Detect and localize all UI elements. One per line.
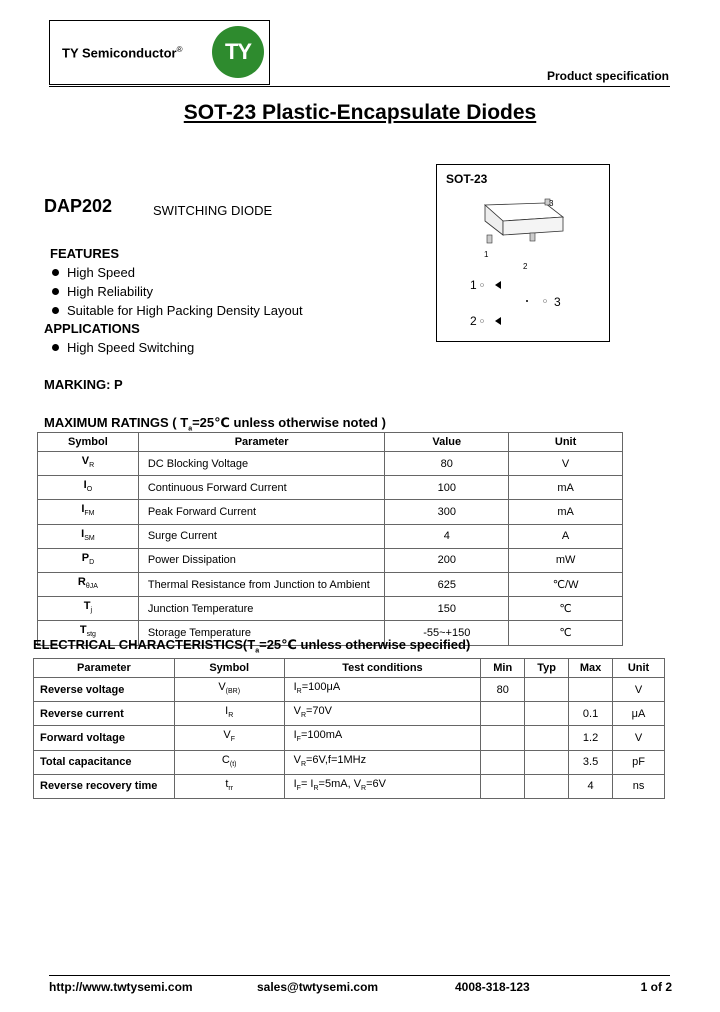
condition-part: I: [293, 777, 297, 790]
condition-part: =5mA, V: [318, 777, 362, 790]
symbol-subscript: (t): [229, 760, 237, 768]
parameter-cell: Junction Temperature: [138, 597, 385, 621]
column-header: Symbol: [38, 433, 139, 452]
feature-item: [52, 303, 303, 318]
sot23-package-drawing: [437, 165, 609, 341]
symbol-cell: [174, 750, 284, 774]
symbol-text: V: [223, 729, 231, 742]
table-row: [34, 726, 665, 750]
feature-text: High Speed: [67, 265, 135, 280]
unit-cell: pF: [613, 750, 665, 774]
symbol-subscript: (BR): [225, 688, 241, 696]
symbol-text: P: [81, 551, 90, 564]
condition-cell: [284, 774, 481, 798]
max-cell: 1.2: [569, 726, 613, 750]
table-row: [38, 548, 623, 572]
symbol-subscript: rr: [228, 784, 234, 792]
typ-cell: [525, 678, 569, 702]
parameter-cell: Thermal Resistance from Junction to Ambient: [138, 572, 385, 596]
symbol-cell: [38, 524, 139, 548]
symbol-cell: [174, 678, 284, 702]
unit-cell: μA: [613, 702, 665, 726]
company-name: [62, 45, 183, 60]
bullet-icon: [52, 344, 59, 351]
parameter-cell: Continuous Forward Current: [138, 476, 385, 500]
unit-cell: ℃: [509, 621, 623, 645]
typ-cell: [525, 726, 569, 750]
parameter-cell: Peak Forward Current: [138, 500, 385, 524]
typ-cell: [525, 750, 569, 774]
typ-cell: [525, 702, 569, 726]
company-logo-box: [49, 20, 270, 85]
feature-item: [52, 265, 135, 280]
unit-cell: ns: [613, 774, 665, 798]
max-cell: 0.1: [569, 702, 613, 726]
column-header: Typ: [525, 659, 569, 678]
condition-part: F: [296, 736, 301, 744]
condition-part: =70V: [306, 705, 332, 718]
feature-text: Suitable for High Packing Density Layout: [67, 303, 303, 318]
diode-2-icon: [495, 317, 501, 325]
application-text: High Speed Switching: [67, 340, 195, 355]
symbol-subscript: stg: [86, 631, 96, 639]
footer-divider: [49, 975, 670, 976]
electrical-heading: [33, 637, 470, 655]
pin-2-bottom-label: 2: [523, 262, 528, 271]
condition-part: =6V: [366, 777, 386, 790]
unit-cell: ℃/W: [509, 572, 623, 596]
unit-cell: mW: [509, 548, 623, 572]
value-cell: -55~+150: [385, 621, 509, 645]
column-header: Unit: [509, 433, 623, 452]
column-header: Min: [481, 659, 525, 678]
table-row: [38, 500, 623, 524]
symbol-cell: [38, 452, 139, 476]
max-ratings-table: [37, 432, 623, 646]
max-cell: 3.5: [569, 750, 613, 774]
column-header: Value: [385, 433, 509, 452]
symbol-text: I: [81, 503, 85, 516]
symbol-text: I: [83, 479, 87, 492]
parameter-cell: Total capacitance: [34, 750, 175, 774]
column-header: Parameter: [138, 433, 385, 452]
max-ratings-heading: [44, 415, 386, 433]
value-cell: 625: [385, 572, 509, 596]
features-heading: FEATURES: [50, 246, 120, 261]
part-description: SWITCHING DIODE: [153, 203, 273, 218]
pin-1-label: 1: [470, 278, 477, 292]
parameter-cell: Reverse voltage: [34, 678, 175, 702]
company-name-text: TY Semiconductor: [62, 45, 177, 61]
pin-3-label: 3: [554, 295, 561, 309]
condition-cell: [284, 678, 481, 702]
company-logo-icon: TY: [212, 26, 264, 78]
column-header: Test conditions: [284, 659, 481, 678]
symbol-cell: [38, 572, 139, 596]
min-cell: [481, 750, 525, 774]
symbol-cell: [38, 597, 139, 621]
condition-part: R: [313, 784, 319, 792]
unit-cell: mA: [509, 500, 623, 524]
symbol-text: T: [83, 600, 91, 613]
part-number: DAP202: [44, 196, 113, 216]
symbol-subscript: F: [230, 736, 235, 744]
unit-cell: V: [509, 452, 623, 476]
registered-mark: ®: [176, 45, 183, 54]
min-cell: [481, 702, 525, 726]
package-diagram: [436, 164, 610, 342]
diode-1-icon: [495, 281, 501, 289]
header-divider: [49, 86, 670, 87]
bullet-icon: [52, 307, 59, 314]
symbol-text: I: [225, 705, 229, 718]
symbol-subscript: SM: [84, 534, 95, 542]
condition-part: V: [293, 753, 301, 766]
pin-1-bottom-label: 1: [484, 250, 489, 259]
symbol-subscript: FM: [84, 510, 95, 518]
footer-website-link[interactable]: http://www.twtysemi.com: [49, 980, 193, 994]
condition-part: R: [361, 784, 367, 792]
package-label: SOT-23: [446, 172, 488, 186]
symbol-cell: [38, 548, 139, 572]
footer-page-number: 1 of 2: [640, 980, 672, 994]
pin-2-label: 2: [470, 314, 477, 328]
parameter-cell: Surge Current: [138, 524, 385, 548]
bullet-icon: [52, 288, 59, 295]
symbol-text: R: [77, 575, 86, 588]
table-row: [34, 678, 665, 702]
parameter-cell: DC Blocking Voltage: [138, 452, 385, 476]
condition-cell: [284, 702, 481, 726]
symbol-text: t: [225, 777, 229, 790]
table-row: [38, 572, 623, 596]
condition-part: =6V,f=1MHz: [306, 753, 367, 766]
marking-label: MARKING: P: [44, 377, 123, 392]
table-row: [38, 452, 623, 476]
max-ratings-heading-text: MAXIMUM RATINGS ( T: [44, 415, 189, 430]
parameter-cell: Storage Temperature: [138, 621, 385, 645]
unit-cell: V: [613, 678, 665, 702]
min-cell: [481, 774, 525, 798]
typ-cell: [525, 774, 569, 798]
condition-part: = I: [300, 777, 314, 790]
condition-part: R: [300, 760, 306, 768]
value-cell: 100: [385, 476, 509, 500]
parameter-cell: Reverse recovery time: [34, 774, 175, 798]
value-cell: 300: [385, 500, 509, 524]
column-header: Symbol: [174, 659, 284, 678]
condition-part: R: [296, 688, 302, 696]
column-header: Parameter: [34, 659, 175, 678]
max-cell: 4: [569, 774, 613, 798]
symbol-subscript: D: [89, 558, 95, 566]
value-cell: 150: [385, 597, 509, 621]
footer-phone: 4008-318-123: [455, 980, 530, 994]
pin-3-top-label: 3: [549, 199, 554, 208]
symbol-subscript: j: [90, 607, 93, 615]
electrical-table: [33, 658, 665, 799]
unit-cell: A: [509, 524, 623, 548]
applications-heading: APPLICATIONS: [44, 321, 140, 336]
feature-item: [52, 284, 153, 299]
symbol-cell: [174, 726, 284, 750]
max-cell: [569, 678, 613, 702]
application-item: [52, 340, 194, 355]
unit-cell: V: [613, 726, 665, 750]
table-header-row: [38, 433, 623, 452]
feature-text: High Reliability: [67, 284, 153, 299]
symbol-text: I: [81, 527, 85, 540]
value-cell: 80: [385, 452, 509, 476]
symbol-text: C: [221, 753, 230, 766]
symbol-text: V: [218, 681, 226, 693]
table-row: [38, 597, 623, 621]
parameter-cell: Power Dissipation: [138, 548, 385, 572]
min-cell: [481, 726, 525, 750]
unit-cell: ℃: [509, 597, 623, 621]
product-specification-label: Product specification: [546, 69, 669, 83]
min-cell: 80: [481, 678, 525, 702]
symbol-subscript: R: [89, 462, 95, 470]
symbol-cell: [174, 702, 284, 726]
electrical-heading-sub: a: [255, 647, 260, 655]
unit-cell: mA: [509, 476, 623, 500]
table-row: [38, 524, 623, 548]
condition-part: R: [300, 712, 306, 720]
condition-cell: [284, 750, 481, 774]
condition-part: F: [296, 784, 301, 792]
bullet-icon: [52, 269, 59, 276]
symbol-subscript: O: [86, 486, 93, 494]
electrical-heading-text: ELECTRICAL CHARACTERISTICS(T: [33, 637, 256, 652]
column-header: Max: [569, 659, 613, 678]
table-row: [34, 702, 665, 726]
condition-part: I: [293, 681, 297, 693]
symbol-text: T: [79, 624, 87, 637]
column-header: Unit: [613, 659, 665, 678]
symbol-cell: [174, 774, 284, 798]
value-cell: 200: [385, 548, 509, 572]
table-row: [34, 774, 665, 798]
parameter-cell: Reverse current: [34, 702, 175, 726]
table-row: [34, 750, 665, 774]
condition-part: V: [293, 705, 301, 718]
table-header-row: [34, 659, 665, 678]
symbol-text: V: [81, 455, 90, 467]
max-ratings-heading-sub: a: [188, 425, 193, 433]
symbol-cell: [38, 476, 139, 500]
condition-cell: [284, 726, 481, 750]
page-title: SOT-23 Plastic-Encapsulate Diodes: [183, 101, 537, 124]
footer-email-link[interactable]: sales@twtysemi.com: [257, 980, 379, 994]
symbol-subscript: R: [228, 712, 234, 720]
electrical-heading-rest: =25℃ unless otherwise specified): [259, 637, 471, 652]
condition-part: I: [293, 729, 297, 742]
symbol-subscript: θJA: [85, 583, 98, 591]
value-cell: 4: [385, 524, 509, 548]
condition-part: =100mA: [300, 729, 343, 742]
symbol-cell: [38, 500, 139, 524]
parameter-cell: Forward voltage: [34, 726, 175, 750]
table-row: [38, 476, 623, 500]
condition-part: =100μA: [301, 681, 341, 693]
max-ratings-heading-rest: =25℃ unless otherwise noted ): [192, 415, 386, 430]
